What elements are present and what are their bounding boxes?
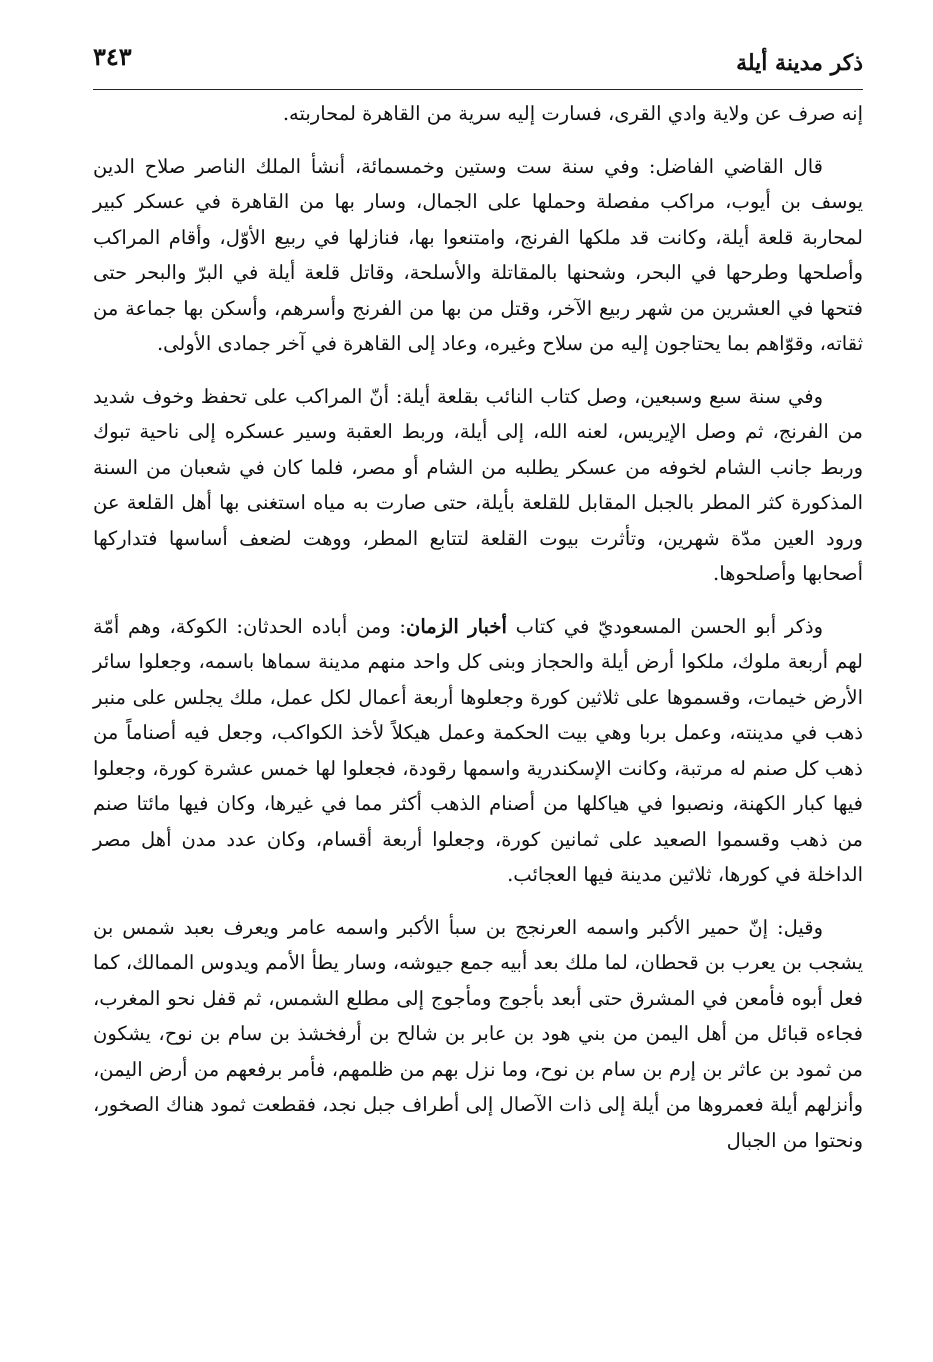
paragraph-2: قال القاضي الفاضل: وفي سنة ست وستين وخمسمائة، أنشأ الملك الناصر صلاح الدين يوسف بن أيوب، مراكب مفصلة وحملها على الجمال، وسار بها من القاهرة في عسكر كبير لمحاربة قلعة أيلة، وكانت قد ملكها الفرنج، وامتنعوا بها، فنازلها في ربيع الأوّل، وأقام المراكب وأصلحها وطرحها في البحر، وشحنها بالمقاتلة والأسلحة، وقاتل قلعة أيلة في البرّ والبحر حتى فتحها في العشرين من شهر ربيع الآخر، وقتل من بها من الفرنج وأسرهم، وأسكن بها جماعة من ثقاته، وقوّاهم بما يحتاجون إليه من سلاح وغيره، وعاد إلى القاهرة في آخر جمادى الأولى. (93, 154, 863, 355)
header-rule (93, 89, 863, 90)
paragraph-1: إنه صرف عن ولاية وادي القرى، فسارت إليه سرية من القاهرة لمحاربته. (282, 102, 863, 125)
paragraph-4-text-before: وذكر أبو الحسن المسعوديّ في كتاب (506, 614, 823, 638)
book-title: أخبار الزمان (406, 614, 507, 638)
paragraph-3: وفي سنة سبع وسبعين، وصل كتاب النائب بقلعة أيلة: أنّ المراكب على تحفظ وخوف شديد من الفرنج، ثم وصل الإيريس، لعنه الله، إلى أيلة، وربط العقبة وسير عسكره إلى ناحية تبوك وربط جانب الشام لخوفه من عسكر يطلبه من الشام أو مصر، فلما كان في شعبان من السنة المذكورة كثر المطر بالجبل المقابل للقلعة بأيلة، حتى صارت به مياه استغنى بها أهل القلعة عن ورود العين مدّة شهرين، وتأثرت بيوت القلعة لتتابع المطر، ووهت لضعف أساسها فتداركها أصحابها وأصلحوها. (93, 384, 863, 585)
paragraph-4 (93, 609, 863, 893)
paragraph-4-text-after: : ومن أباده الحدثان: الكوكة، وهم أمّة لهم أربعة ملوك، ملكوا أرض أيلة والحجاز وبنى كل واحد منهم مدينة سماها باسمه، وجعلوا سائر الأرض خيمات، وقسموها على ثلاثين كورة وجعلوها أربعة أعمال لكل عمل، ملك يجلس على منبر ذهب في مدينته، وعمل بربا وهي بيت الحكمة وعمل هيكلاً لأخذ الكواكب، وجعل فيه أصناماً من ذهب كل صنم له مرتبة، وكانت الإسكندرية واسمها رقودة، فجعلوا لها خمس عشرة كورة، وجعلوا فيها كبار الكهنة، ونصبوا في هياكلها من أصنام الذهب أكثر مما في غيرها، وكان فيها مائتا صنم من ذهب وقسموا الصعيد على ثمانين كورة، وجعلوا أربعة أقسام، وكان عدد مدن أهل مصر الداخلة في كورها، ثلاثين مدينة فيها العجائب. (93, 614, 863, 886)
paragraph-5: وقيل: إنّ حمير الأكبر واسمه العرنجج بن سبأ الأكبر واسمه عامر ويعرف بعبد شمس بن يشجب بن يعرب بن قحطان، لما ملك بعد أبيه جمع جيوشه، وسار يطأ الأمم ويدوس الممالك، كما فعل أبوه فأمعن في المشرق حتى أبعد بأجوج ومأجوج إلى مطلع الشمس، ثم قفل نحو المغرب، فجاءه قبائل من أهل اليمن من بني هود بن عابر بن شالح بن أرفخشذ بن سام بن نوح، يشكون من ثمود بن عاثر بن إرم بن سام بن نوح، وما نزل بهم من ظلمهم، فأمر برفعهم من أرض اليمن، وأنزلهم أيلة فعمروها من أيلة إلى ذات الآصال إلى أطراف جبل نجد، فقطعت ثمود هناك الصخور، ونحتوا من الجبال (93, 915, 863, 1152)
page-number: ٣٤٣ (93, 42, 132, 71)
body-text (93, 96, 863, 1158)
running-title: ذكر مدينة أيلة (736, 50, 863, 76)
page-header (93, 38, 863, 84)
